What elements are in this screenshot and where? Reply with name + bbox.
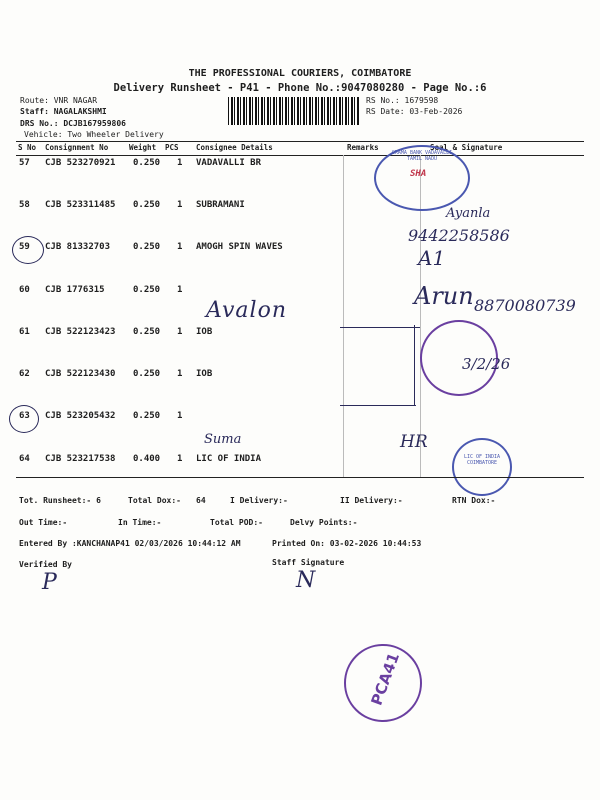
staff-label: Staff: NAGALAKSHMI bbox=[20, 107, 107, 116]
handwritten-name: Suma bbox=[204, 432, 242, 447]
lic-seal-stamp: LIC OF INDIA COIMBATORE bbox=[452, 438, 512, 496]
printed-on: Printed On: 03-02-2026 10:44:53 bbox=[272, 539, 422, 548]
rs-number: RS No.: 1679598 bbox=[366, 96, 439, 105]
vehicle-label: Vehicle: Two Wheeler Delivery bbox=[24, 130, 164, 139]
company-title: THE PROFESSIONAL COURIERS, COIMBATORE bbox=[188, 68, 412, 79]
table-header bbox=[0, 143, 600, 155]
circle-mark bbox=[9, 405, 39, 433]
col-consignee: Consignee Details bbox=[196, 143, 273, 152]
col-consignment: Consignment No bbox=[45, 143, 109, 152]
verified-signature: P bbox=[42, 570, 57, 595]
table-row: 57 CJB 523270921 0.250 1 VADAVALLI BR bbox=[19, 158, 262, 168]
total-dox-value: 64 bbox=[196, 496, 206, 505]
col-remarks: Remarks bbox=[347, 143, 379, 152]
tot-runsheet: Tot. Runsheet:- 6 bbox=[19, 496, 101, 505]
rtn-dox: RTN Dox:- bbox=[452, 496, 496, 505]
col-weight: Weight bbox=[129, 143, 157, 152]
barcode bbox=[228, 97, 360, 125]
delvy-points: Delvy Points:- bbox=[290, 518, 358, 527]
handwritten-name: Ayanla bbox=[446, 206, 491, 221]
in-time: In Time:- bbox=[118, 518, 162, 527]
handwritten-phone: 8870080739 bbox=[474, 296, 576, 315]
col-sno: S No bbox=[18, 143, 37, 152]
handwritten-name: Avalon bbox=[206, 298, 287, 323]
table-row: 59 CJB 81332703 0.250 1 AMOGH SPIN WAVES bbox=[19, 242, 283, 252]
circle-mark bbox=[12, 236, 44, 264]
drs-label: DRS No.: DCJB167959806 bbox=[20, 119, 126, 128]
handwritten-phone: 9442258586 bbox=[408, 226, 510, 245]
bank-seal-stamp: GRAMA BANK VADAVALLI TAMIL NADU SHA bbox=[374, 145, 470, 211]
table-row: 61 CJB 522123423 0.250 1 IOB bbox=[19, 327, 213, 337]
rs-date: RS Date: 03-Feb-2026 bbox=[366, 107, 463, 116]
handwritten-initials: HR bbox=[400, 432, 428, 452]
handwritten-signature: Arun bbox=[414, 282, 474, 310]
entered-by: Entered By :KANCHANAP41 02/03/2026 10:44:12 AM bbox=[19, 539, 241, 548]
i-delivery: I Delivery:- bbox=[230, 496, 288, 505]
col-pcs: PCS bbox=[165, 143, 179, 152]
pca-stamp: PCA41 bbox=[344, 644, 422, 722]
total-dox-label: Total Dox:- bbox=[128, 496, 181, 505]
col-seal: Seal & Signature bbox=[430, 143, 503, 152]
table-row: 60 CJB 1776315 0.250 1 bbox=[19, 285, 183, 295]
staff-signature: Staff Signature bbox=[272, 558, 345, 567]
verified-by: Verified By bbox=[19, 560, 72, 569]
staff-signature-mark: N bbox=[296, 568, 316, 593]
table-row: 64 CJB 523217538 0.400 1 LIC OF INDIA bbox=[19, 454, 262, 464]
table-row: 63 CJB 523205432 0.250 1 bbox=[19, 411, 183, 421]
handwritten-note: A1 bbox=[418, 246, 446, 270]
table-row: 62 CJB 522123430 0.250 1 IOB bbox=[19, 369, 213, 379]
handwritten-date: 3/2/26 bbox=[462, 355, 511, 373]
out-time: Out Time:- bbox=[19, 518, 68, 527]
table-row: 58 CJB 523311485 0.250 1 SUBRAMANI bbox=[19, 200, 245, 210]
runsheet-subtitle: Delivery Runsheet - P41 - Phone No.:9047080280 - Page No.:6 bbox=[113, 82, 487, 94]
total-pod: Total POD:- bbox=[210, 518, 263, 527]
route-label: Route: VNR NAGAR bbox=[20, 96, 98, 105]
ii-delivery: II Delivery:- bbox=[340, 496, 403, 505]
